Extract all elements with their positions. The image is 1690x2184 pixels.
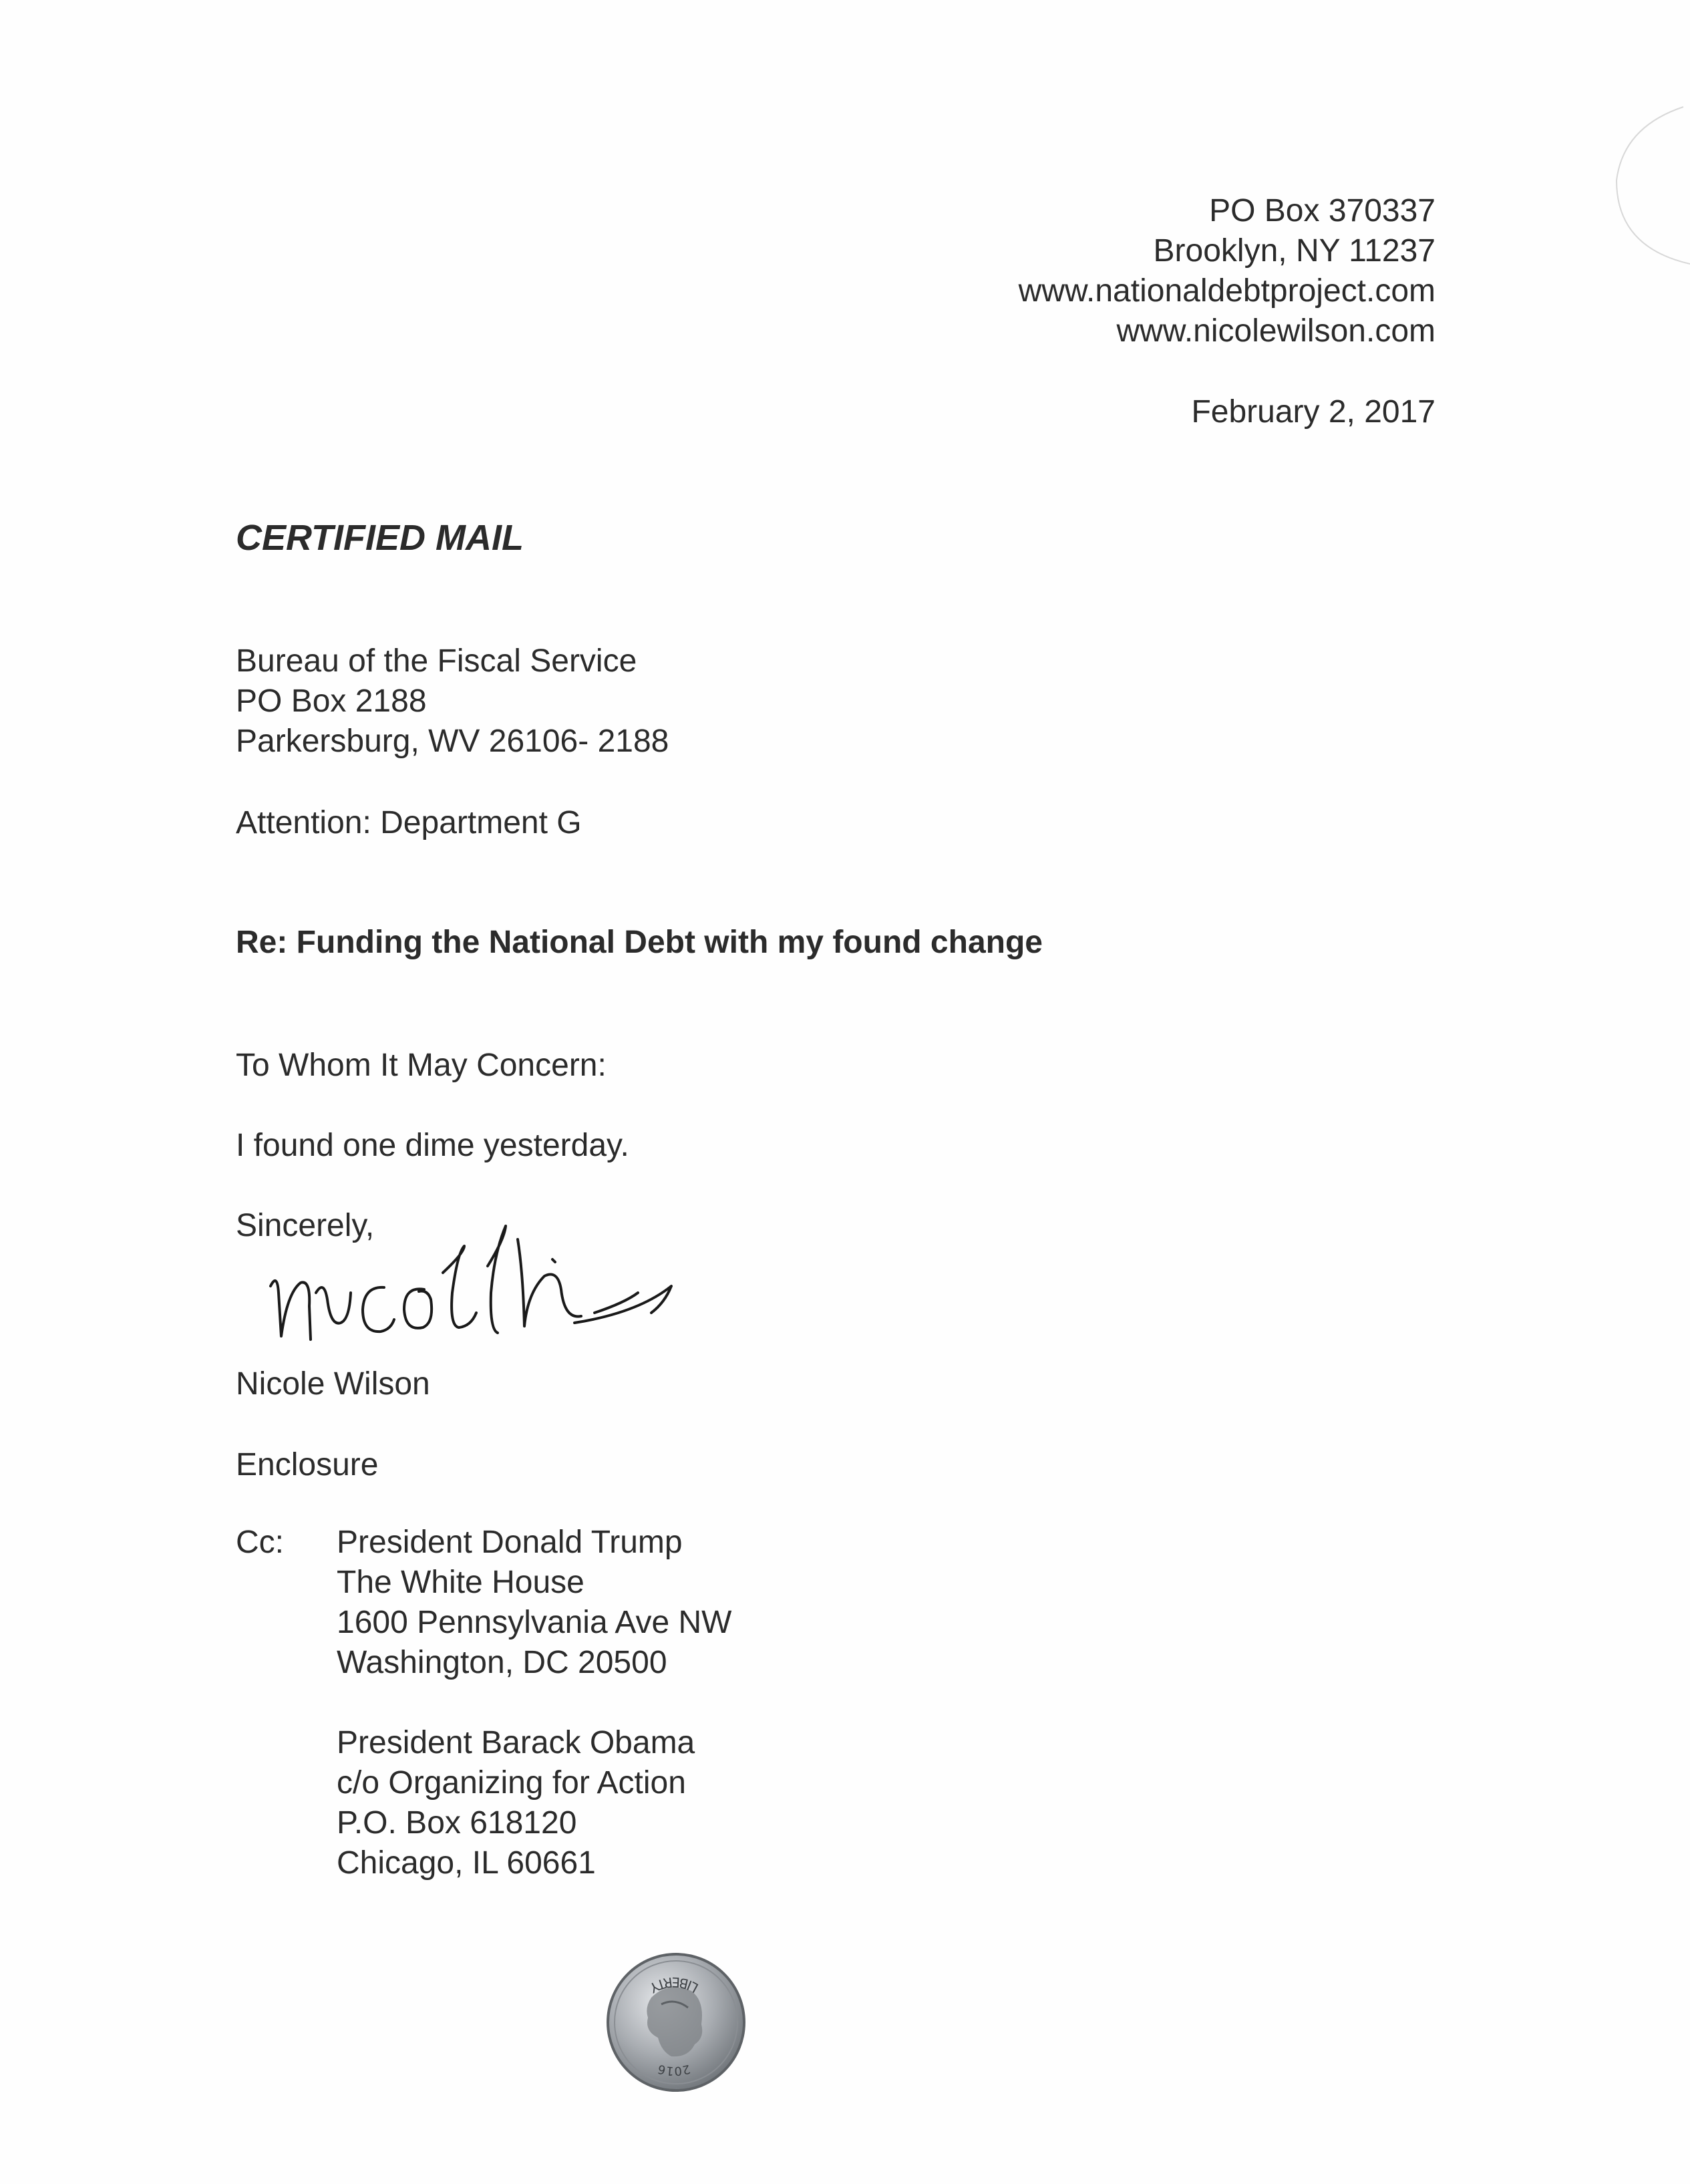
sender-city-state-zip: Brooklyn, NY 11237 xyxy=(1153,233,1435,269)
closing: Sincerely, xyxy=(236,1208,375,1243)
recipient-po-box: PO Box 2188 xyxy=(236,683,427,719)
cc-recipient-2-name: President Barack Obama xyxy=(337,1725,695,1760)
letter-date: February 2, 2017 xyxy=(1191,394,1435,430)
cc-recipient-1-org: The White House xyxy=(337,1565,584,1600)
enclosure-notation: Enclosure xyxy=(236,1447,379,1483)
coin-year-text: 2016 xyxy=(656,2061,692,2078)
cc-recipient-2-org: c/o Organizing for Action xyxy=(337,1765,686,1801)
cc-recipient-1-city: Washington, DC 20500 xyxy=(337,1645,667,1680)
subject-line: Re: Funding the National Debt with my found change xyxy=(236,925,1043,960)
letter-body: I found one dime yesterday. xyxy=(236,1128,629,1163)
cc-recipient-2-city: Chicago, IL 60661 xyxy=(337,1845,596,1881)
scan-artifact-arc xyxy=(1543,100,1690,274)
sender-website-2: www.nicolewilson.com xyxy=(1116,313,1435,349)
salutation: To Whom It May Concern: xyxy=(236,1048,607,1083)
recipient-name: Bureau of the Fiscal Service xyxy=(236,643,637,679)
sender-po-box: PO Box 370337 xyxy=(1209,193,1435,228)
recipient-city-state-zip: Parkersburg, WV 26106- 2188 xyxy=(236,724,669,759)
attention-line: Attention: Department G xyxy=(236,805,582,840)
recipient-address-block xyxy=(236,641,669,762)
cc-label: Cc: xyxy=(236,1525,284,1560)
coin-liberty-text: LIBERTY xyxy=(647,1974,701,1996)
cc-recipient-2 xyxy=(337,1723,695,1883)
sender-website-1: www.nationaldebtproject.com xyxy=(1018,273,1435,309)
cc-recipient-1-name: President Donald Trump xyxy=(337,1525,683,1560)
sender-address-block xyxy=(1019,191,1435,351)
cc-recipient-1 xyxy=(337,1523,731,1683)
signer-name: Nicole Wilson xyxy=(236,1366,430,1402)
cc-recipient-2-street: P.O. Box 618120 xyxy=(337,1805,577,1841)
handwritten-signature xyxy=(264,1213,678,1346)
dime-coin-icon xyxy=(605,1951,748,2094)
delivery-method: CERTIFIED MAIL xyxy=(236,518,524,558)
cc-recipient-1-street: 1600 Pennsylvania Ave NW xyxy=(337,1605,732,1640)
